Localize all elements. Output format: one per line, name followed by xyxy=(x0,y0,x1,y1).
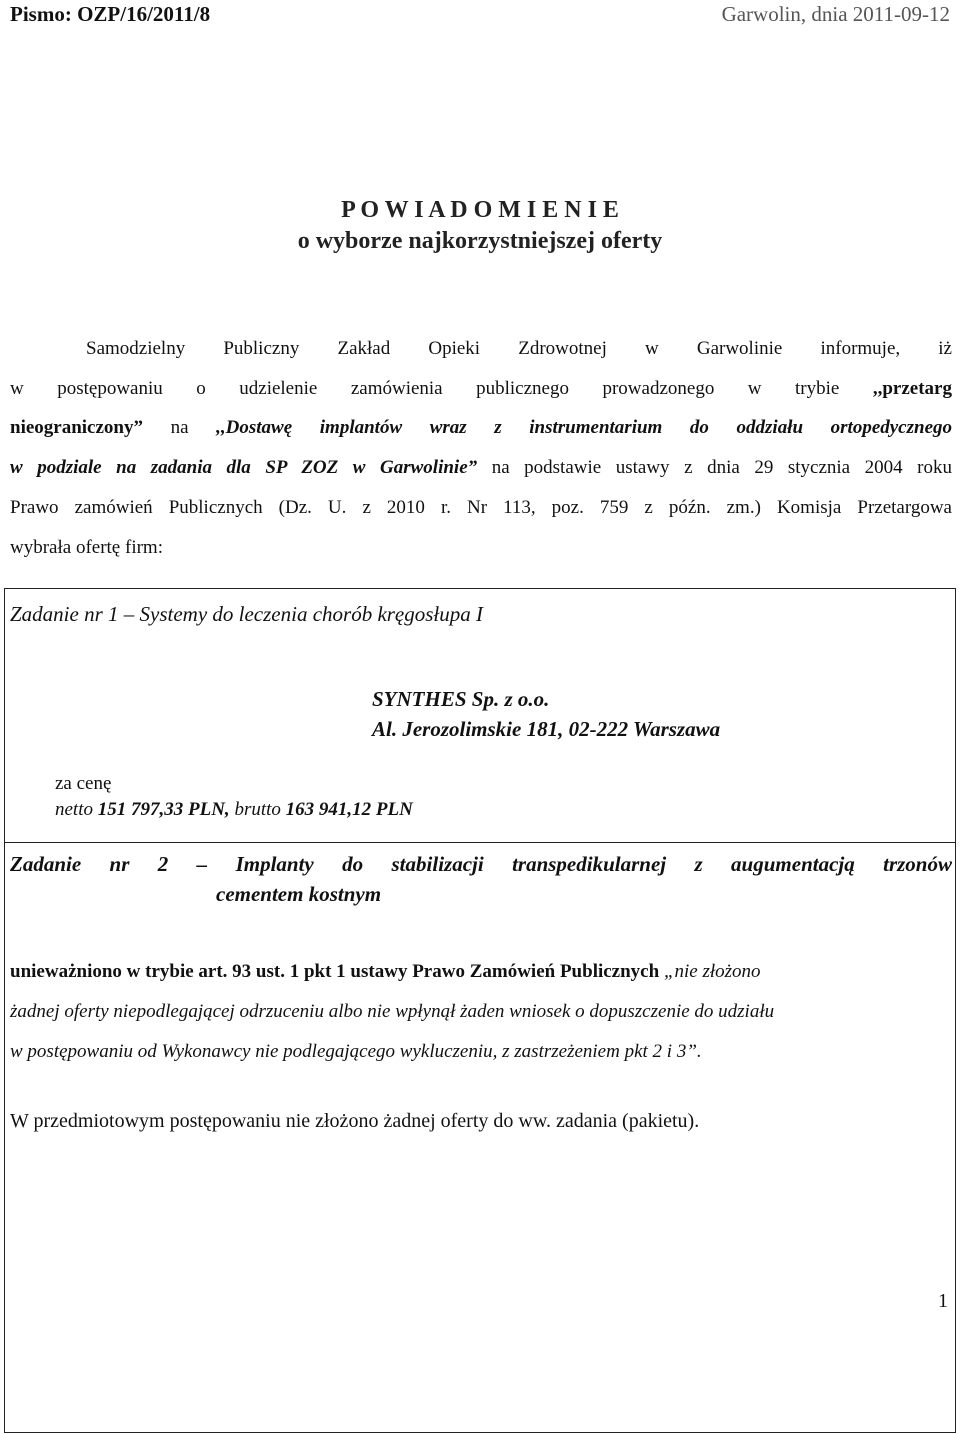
task1-price: netto 151 797,33 PLN, brutto 163 941,12 PLN xyxy=(55,799,413,820)
task2-annulment-line-1: unieważniono w trybie art. 93 ust. 1 pkt 1 ustawy Prawo Zamówień Publicznych „nie złożono xyxy=(10,961,761,982)
notice-title: P O W I A D O M I E N I E xyxy=(341,197,619,223)
task1-company: SYNTHES Sp. z o.o. xyxy=(372,687,550,711)
task2-note: W przedmiotowym postępowaniu nie złożono żadnej oferty do ww. zadania (pakietu). xyxy=(10,1110,700,1132)
notice-subtitle: o wyborze najkorzystniejszej oferty xyxy=(297,228,663,254)
task1-address: Al. Jerozolimskie 181, 02-222 Warszawa xyxy=(372,717,721,741)
letter-reference: Pismo: OZP/16/2011/8 xyxy=(10,2,211,26)
intro-line-3: nieograniczony” na ,,Dostawę implantów wraz z instrumentarium do oddziału ortopedycznego xyxy=(10,417,953,438)
task2-heading-line-1: Zadanie nr 2 – Implanty do stabilizacji transpedikularnej z augumentacją trzonów xyxy=(10,852,952,876)
intro-line-1: Samodzielny Publiczny Zakład Opieki Zdrowotnej w Garwolinie informuje, iż xyxy=(86,338,952,359)
task1-price-label: za cenę xyxy=(55,773,112,794)
page-number: 1 xyxy=(938,1290,948,1312)
task2-annulment-line-3: w postępowaniu od Wykonawcy nie podlegającego wykluczeniu, z zastrzeżeniem pkt 2 i 3”. xyxy=(10,1041,702,1062)
task1-heading: Zadanie nr 1 – Systemy do leczenia chorób kręgosłupa I xyxy=(10,602,484,626)
intro-line-2: w postępowaniu o udzielenie zamówienia publicznego prowadzonego w trybie ,,przetarg xyxy=(10,378,952,399)
task2-annulment-line-2: żadnej oferty niepodlegającej odrzuceniu albo nie wpłynął żaden wniosek o dopuszczenie do udziału xyxy=(10,1001,775,1022)
intro-line-4: w podziale na zadania dla SP ZOZ w Garwolinie” na podstawie ustawy z dnia 29 stycznia 2004 roku xyxy=(10,457,953,478)
intro-line-5: Prawo zamówień Publicznych (Dz. U. z 2010 r. Nr 113, poz. 759 z późn. zm.) Komisja Przetargowa xyxy=(10,497,952,518)
intro-line-6: wybrała ofertę firm: xyxy=(10,537,163,558)
task2-heading-line-2: cementem kostnym xyxy=(216,882,382,906)
place-date: Garwolin, dnia 2011-09-12 xyxy=(721,2,950,26)
